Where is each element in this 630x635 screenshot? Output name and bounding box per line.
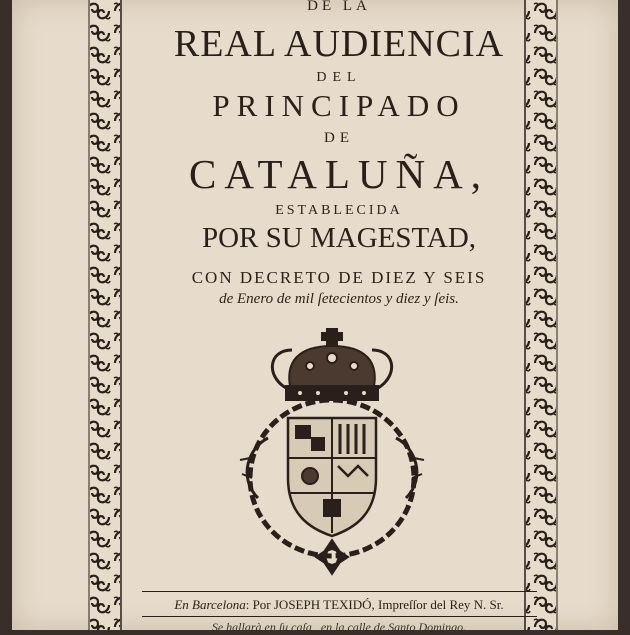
title-line-date: de Enero de mil ſetecientos y diez y ſeis. [219,291,459,307]
title-line-cataluna: CATALUÑA, [189,151,489,197]
title-line-real-audiencia: REAL AUDIENCIA [173,23,505,65]
title-line-de-la: DE LA [307,0,371,14]
imprint-line [130,597,548,613]
footer-line: Se hallarà en ſu caſa , en la calle de Santo Domingo. [211,620,467,634]
cross-icon [322,328,342,346]
title-line-establecida: ESTABLECIDA [275,203,403,218]
document-page [12,0,618,634]
title-line-principado: PRINCIPADO [212,88,466,123]
imprint-place: En Barcelona [174,597,246,612]
title-line-de: DE [324,130,354,146]
title-line-por-su-magestad: POR SU MAGESTAD, [201,222,477,254]
royal-crown-icon [272,346,391,400]
title-line-del: DEL [316,70,362,85]
imprint-printer: : Por JOSEPH TEXIDÓ, Impreſſor del Rey N. Sr. [245,597,504,612]
coat-of-arms-icon [238,328,428,578]
divider-rule-bottom [142,616,537,617]
divider-rule [142,591,537,592]
title-line-decreto: CON DECRETO DE DIEZ Y SEIS [191,268,487,287]
